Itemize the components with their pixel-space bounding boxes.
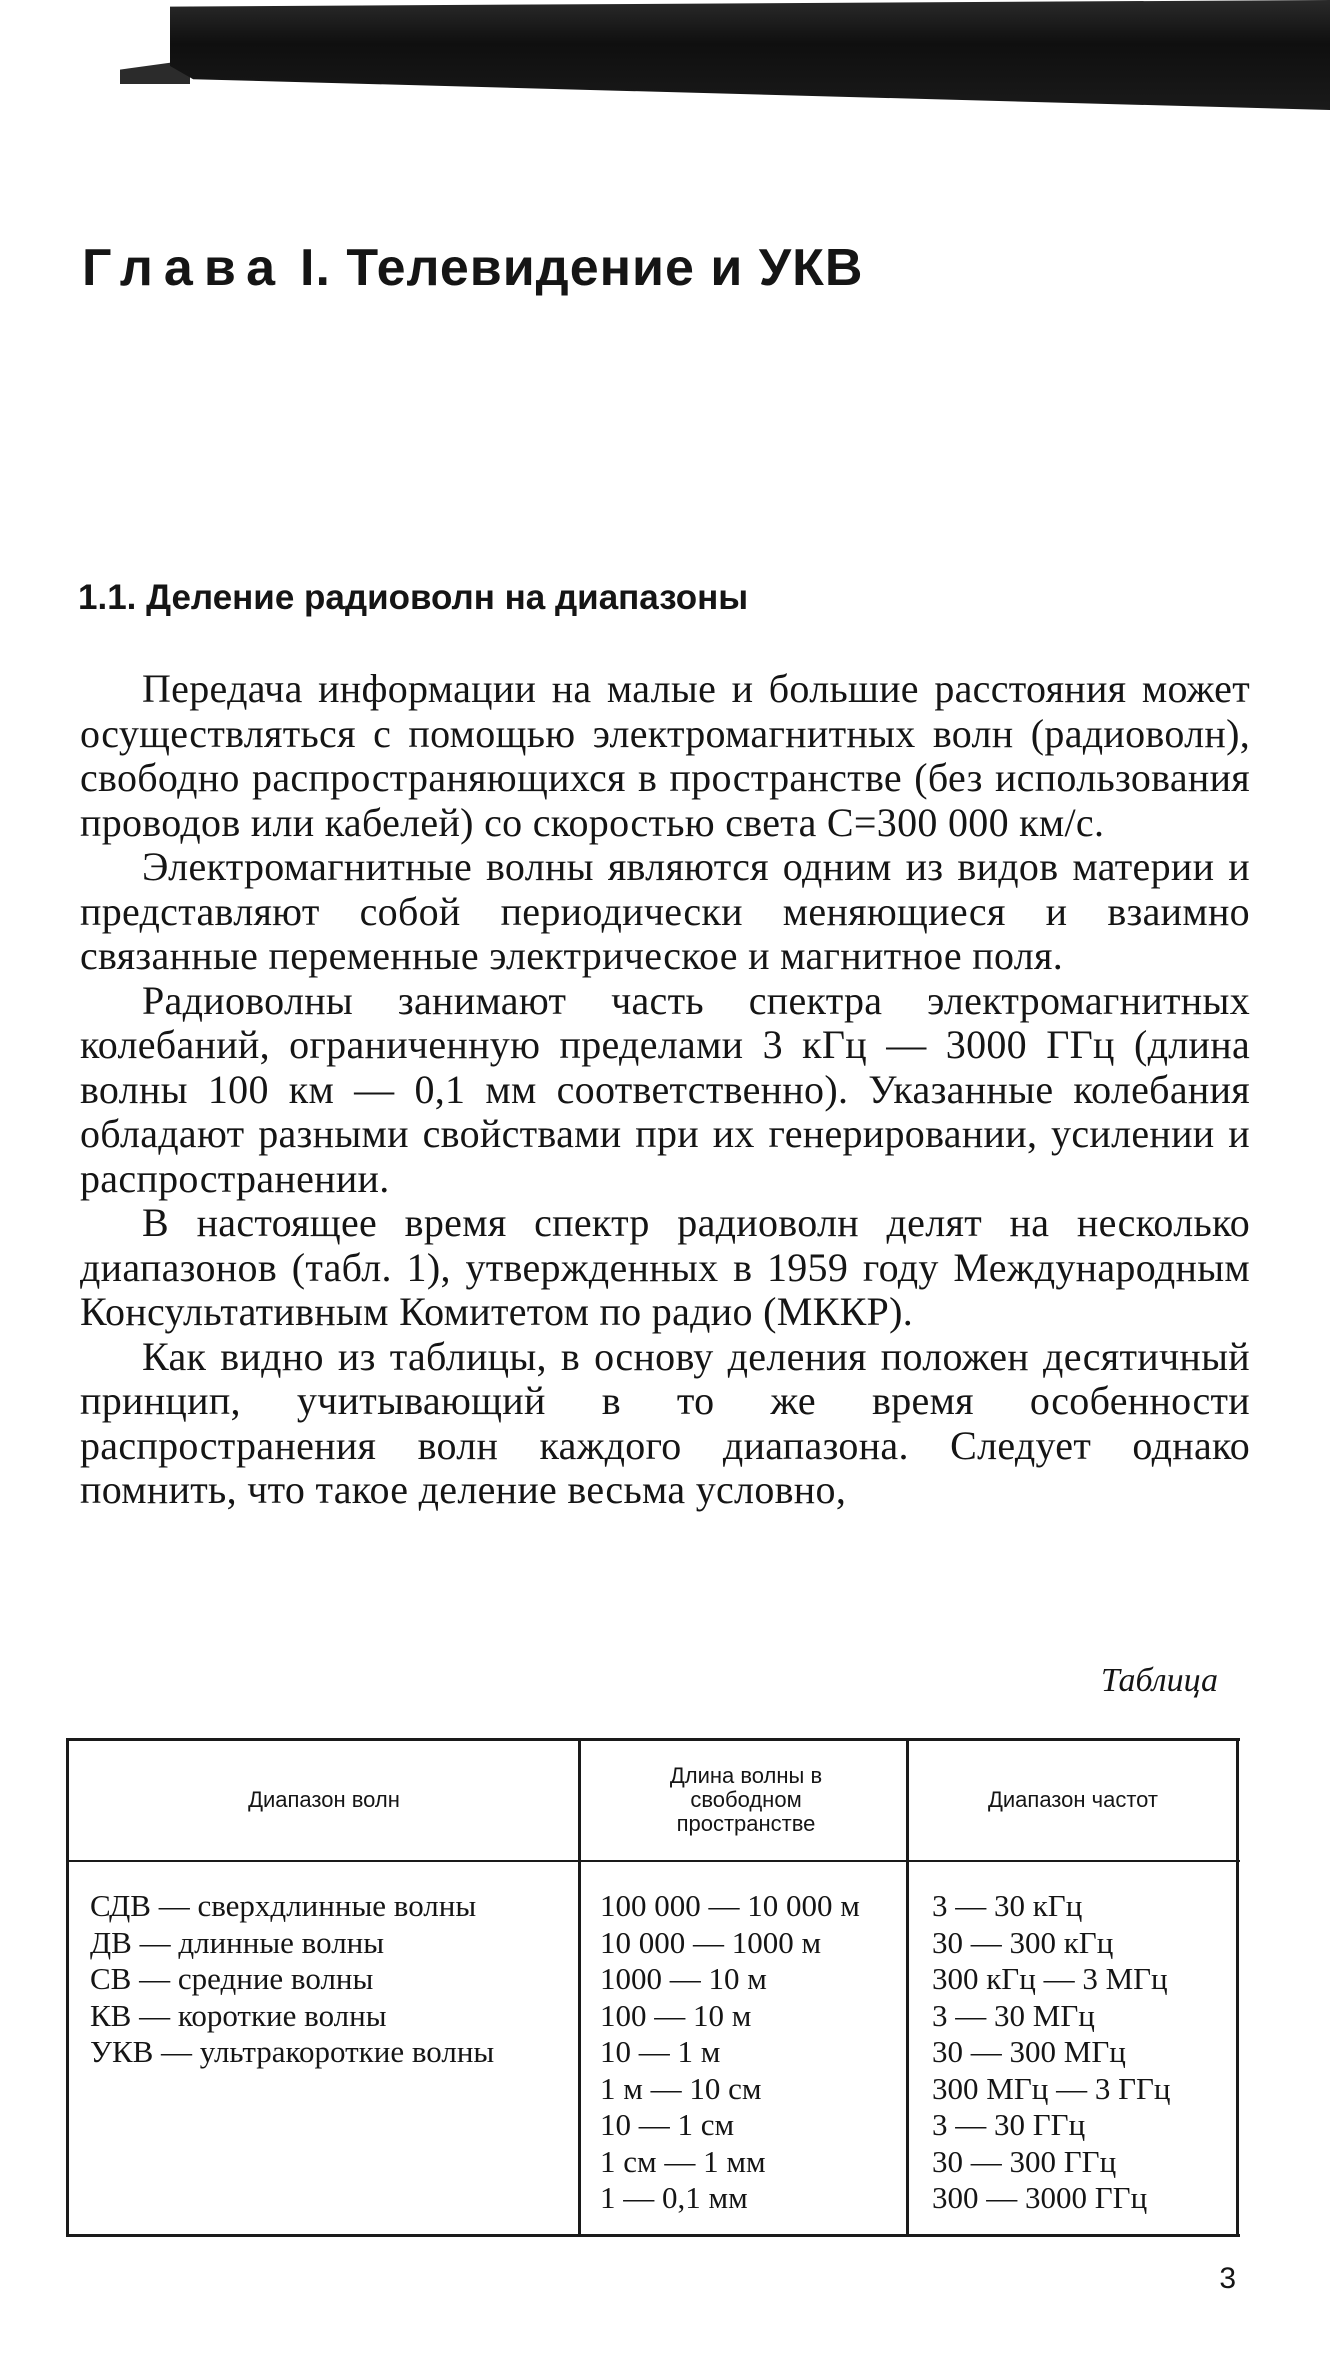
wave-bands-table — [66, 1738, 1240, 2238]
paragraph: Электромагнитные волны являются одним из видов материи и представляют собой периодически меняющиеся и взаимно связанные переменные электрическое и магнитное поля. — [80, 844, 1250, 978]
chapter-title: I. Телевидение и УКВ — [300, 239, 864, 297]
table-border-right — [1236, 1738, 1239, 2234]
table-cell: 300 — 3000 ГГц — [932, 2180, 1148, 2215]
table-bottom-rule — [66, 2234, 1240, 2237]
table-cell: 1000 — 10 м — [600, 1961, 767, 1996]
body-text — [80, 667, 1250, 1513]
table-cell: 100 — 10 м — [600, 1997, 752, 2033]
table-cell: СВ — средние волны — [90, 1961, 374, 1996]
header-wavelength: Длина волны в свободном пространстве — [669, 1763, 823, 1836]
paragraph: В настоящее время спектр радиоволн делят на несколько диапазонов (табл. 1), утвержденных в 1959 году Международным Консультативным Комитетом по радио (МККР). — [80, 1200, 1250, 1334]
table-cell: СДВ — сверхдлинные волны — [90, 1888, 477, 1923]
table-cell: 1 м — 10 см — [600, 2070, 762, 2106]
table-cell: 3 — 30 ГГц — [932, 2107, 1086, 2142]
table-caption: Таблица — [1100, 1662, 1218, 1699]
section-heading: 1.1. Деление радиоволн на диапазоны — [78, 578, 749, 617]
table-cell: 1 см — 1 мм — [600, 2143, 766, 2179]
chapter-heading — [82, 238, 863, 298]
column-wavelengths — [600, 1888, 860, 2217]
table-top-rule — [66, 1738, 1240, 1741]
table-divider — [578, 1738, 581, 2234]
table-cell: 3 — 30 кГц — [932, 1888, 1083, 1923]
header-frequency: Диапазон частот — [987, 1787, 1159, 1812]
paragraph: Как видно из таблицы, в основу деления положен десятичный принцип, учитывающий в то же время особенности распространения волн каждого диапазона. Следует однако помнить, что такое деление весьма условно, — [80, 1333, 1250, 1512]
table-cell: 1 — 0,1 мм — [600, 2180, 748, 2215]
header-band: Диапазон волн — [248, 1787, 400, 1812]
column-bands — [90, 1888, 494, 2071]
column-frequencies — [932, 1888, 1171, 2217]
table-cell: 10 — 1 см — [600, 2107, 735, 2142]
table-cell: ДВ — длинные волны — [90, 1924, 385, 1960]
table-header-rule — [66, 1860, 1240, 1862]
table-cell: 300 МГц — 3 ГГц — [932, 2070, 1171, 2106]
paragraph: Передача информации на малые и большие расстояния может осуществляться с помощью электромагнитных волн (радиоволн), свободно распространяющихся в пространстве (без использования проводов или кабелей) со скоростью света C=300 000 км/с. — [80, 666, 1250, 845]
table-divider — [906, 1738, 909, 2234]
table-border-left — [66, 1738, 69, 2234]
table-cell: 300 кГц — 3 МГц — [932, 1961, 1168, 1996]
table-cell: КВ — короткие волны — [90, 1997, 387, 2033]
chapter-prefix: Глава — [82, 239, 287, 297]
table-cell: УКВ — ультракороткие волны — [90, 2034, 495, 2069]
paragraph: Радиоволны занимают часть спектра электромагнитных колебаний, ограниченную пределами 3 кГц — 3000 ГГц (длина волны 100 км — 0,1 мм соответственно). Указанные колебания обладают разными свойствами при их генерировании, усилении и распространении. — [80, 977, 1250, 1201]
table-cell: 30 — 300 ГГц — [932, 2143, 1117, 2179]
table-cell: 10 — 1 м — [600, 2034, 721, 2069]
table-cell: 30 — 300 МГц — [932, 2034, 1126, 2069]
table-cell: 3 — 30 МГц — [932, 1997, 1095, 2033]
table-cell: 10 000 — 1000 м — [600, 1924, 822, 1960]
table-cell: 30 — 300 кГц — [932, 1924, 1114, 1960]
table-cell: 100 000 — 10 000 м — [600, 1888, 860, 1923]
page-number: 3 — [1219, 2262, 1236, 2295]
scan-edge-shadow — [170, 0, 1330, 110]
